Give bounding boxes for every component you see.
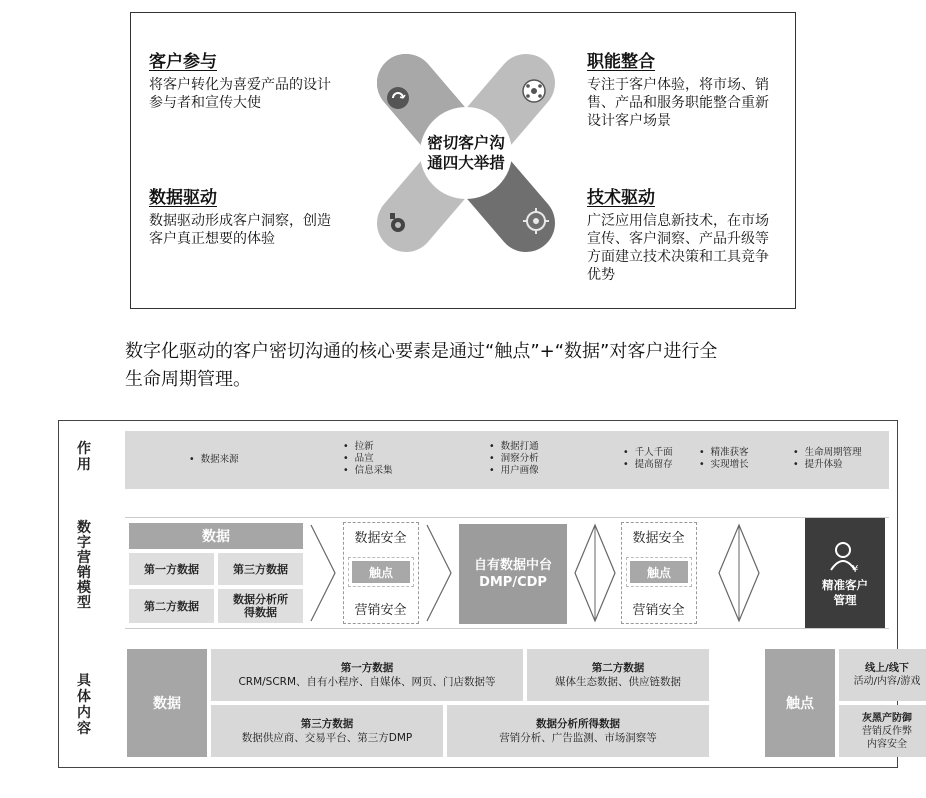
cell-title: 第三方数据 [300, 718, 354, 730]
row-label-role: 作用 [77, 441, 91, 473]
quadrant-body [587, 212, 792, 284]
model-first-party: 第一方数据 [129, 553, 214, 585]
quadrant-body [149, 212, 369, 248]
row-label-content: 具体内容 [77, 673, 91, 737]
quadrant-title: 技术驱动 [587, 188, 655, 208]
body-line: 售、产品和服务职能整合重新 [587, 95, 769, 111]
model-second-party: 第二方数据 [129, 589, 214, 623]
cell-body: 内容安全 [867, 738, 907, 750]
caption-paragraph [125, 338, 825, 394]
quadrant-data-driven [149, 183, 369, 248]
cell-body: CRM/SCRM、自有小程序、自媒体、网页、门店数据等 [238, 676, 496, 688]
role-item: • 提升体验 [793, 459, 862, 471]
quadrant-function-integration [587, 47, 792, 130]
cell-body: 数据供应商、交易平台、第三方DMP [241, 732, 413, 744]
content-touch-label: 触点 [765, 649, 835, 757]
body-line: 设计客户场景 [587, 113, 671, 129]
quadrant-body [587, 76, 792, 130]
touchpoint-label: 触点 [630, 561, 688, 583]
arrow-right-icon [309, 523, 337, 623]
quadrant-title: 职能整合 [587, 52, 655, 72]
platform-line: DMP/CDP [479, 575, 547, 590]
model-third-party: 第三方数据 [218, 553, 303, 585]
cell-title: 第一方数据 [340, 662, 394, 674]
target-label [805, 578, 885, 608]
cell-title: 灰黑产防御 [862, 712, 912, 724]
marketing-security-label: 营销安全 [632, 602, 685, 618]
user-yuan-icon [827, 538, 863, 574]
role-item: • 生命周期管理 [793, 447, 862, 459]
target-customer-box [805, 518, 885, 628]
data-security-label: 数据安全 [354, 530, 407, 546]
model-analysis-data: 数据分析所得数据 [218, 589, 303, 623]
role-group [623, 447, 673, 471]
content-row [125, 649, 921, 761]
role-group [189, 454, 239, 466]
svg-text:¥: ¥ [852, 564, 859, 574]
center-title [411, 133, 521, 173]
arrow-right-icon [425, 523, 453, 623]
role-group [793, 447, 862, 471]
cell-body: 活动/内容/游戏 [853, 676, 921, 687]
diamond-arrow-icon [717, 523, 761, 623]
model-row [125, 517, 889, 629]
role-item: • 用户画像 [489, 465, 539, 477]
body-line: 客户真正想要的体验 [149, 231, 275, 247]
body-line: 将客户转化为喜爱产品的设计 [149, 77, 331, 93]
third-party-cell [211, 705, 443, 757]
second-party-cell [527, 649, 709, 701]
strategy-figure [130, 12, 796, 309]
body-line: 广泛应用信息新技术，在市场 [587, 213, 769, 229]
network-icon [523, 80, 545, 102]
body-line: 参与者和宣传大使 [149, 95, 261, 111]
row-label-model: 数字营销模型 [77, 520, 91, 611]
role-group [343, 441, 393, 477]
data-security-label: 数据安全 [632, 530, 685, 546]
cell-body: 媒体生态数据、供应链数据 [555, 676, 681, 688]
recycle-icon [387, 87, 409, 109]
platform-line: 自有数据中台 [473, 558, 552, 573]
first-party-cell [211, 649, 523, 701]
quadrant-customer-participation [149, 47, 369, 112]
role-item: • 数据打通 [489, 441, 539, 453]
marketing-model-figure [58, 420, 921, 768]
quadrant-title: 客户参与 [149, 52, 217, 72]
quadrant-body [149, 76, 369, 112]
touchpoint-label: 触点 [352, 561, 410, 583]
marketing-security-label: 营销安全 [354, 602, 407, 618]
fraud-defense-cell [839, 705, 926, 757]
caption-line: 数字化驱动的客户密切沟通的核心要素是通过“触点”+“数据”对客户进行全 [125, 341, 718, 362]
analysis-data-cell [447, 705, 709, 757]
body-line: 宣传、客户洞察、产品升级等 [587, 231, 769, 247]
body-line: 优势 [587, 267, 615, 283]
target-line: 管理 [833, 593, 857, 607]
cell-body: 营销分析、广告监测、市场洞察等 [499, 732, 657, 744]
cell-body: 营销反作弊 [862, 725, 912, 737]
quadrant-title: 数据驱动 [149, 188, 217, 208]
role-item: • 数据来源 [189, 454, 239, 466]
center-title-line: 通四大举措 [427, 154, 505, 172]
cell-title: 数据分析所得数据 [536, 718, 620, 730]
role-item: • 精准获客 [699, 447, 749, 459]
model-data-header: 数据 [129, 523, 303, 549]
target-line: 精准客户 [822, 578, 868, 592]
role-item: • 实现增长 [699, 459, 749, 471]
role-item: • 拉新 [343, 441, 393, 453]
role-item: • 提高留存 [623, 459, 673, 471]
content-data-label: 数据 [127, 649, 207, 757]
body-line: 方面建立技术决策和工具竞争 [587, 249, 769, 265]
role-item: • 洞察分析 [489, 453, 539, 465]
diamond-arrow-icon [573, 523, 617, 623]
body-line: 专注于客户体验，将市场、销 [587, 77, 769, 93]
caption-line: 生命周期管理。 [125, 369, 251, 390]
security-block [343, 522, 419, 624]
cell-title: 第二方数据 [591, 662, 645, 674]
role-item: • 千人千面 [623, 447, 673, 459]
center-title-line: 密切客户沟 [427, 134, 505, 152]
role-item: • 信息采集 [343, 465, 393, 477]
data-platform-box [459, 524, 567, 624]
role-bar [125, 431, 889, 489]
body-line: 数据驱动形成客户洞察，创造 [149, 213, 331, 229]
online-offline-cell [839, 649, 926, 701]
role-group [699, 447, 749, 471]
security-block [621, 522, 697, 624]
role-group [489, 441, 539, 477]
role-item: • 品宣 [343, 453, 393, 465]
quadrant-tech-driven [587, 183, 792, 284]
cell-title: 线上/线下 [865, 663, 909, 674]
